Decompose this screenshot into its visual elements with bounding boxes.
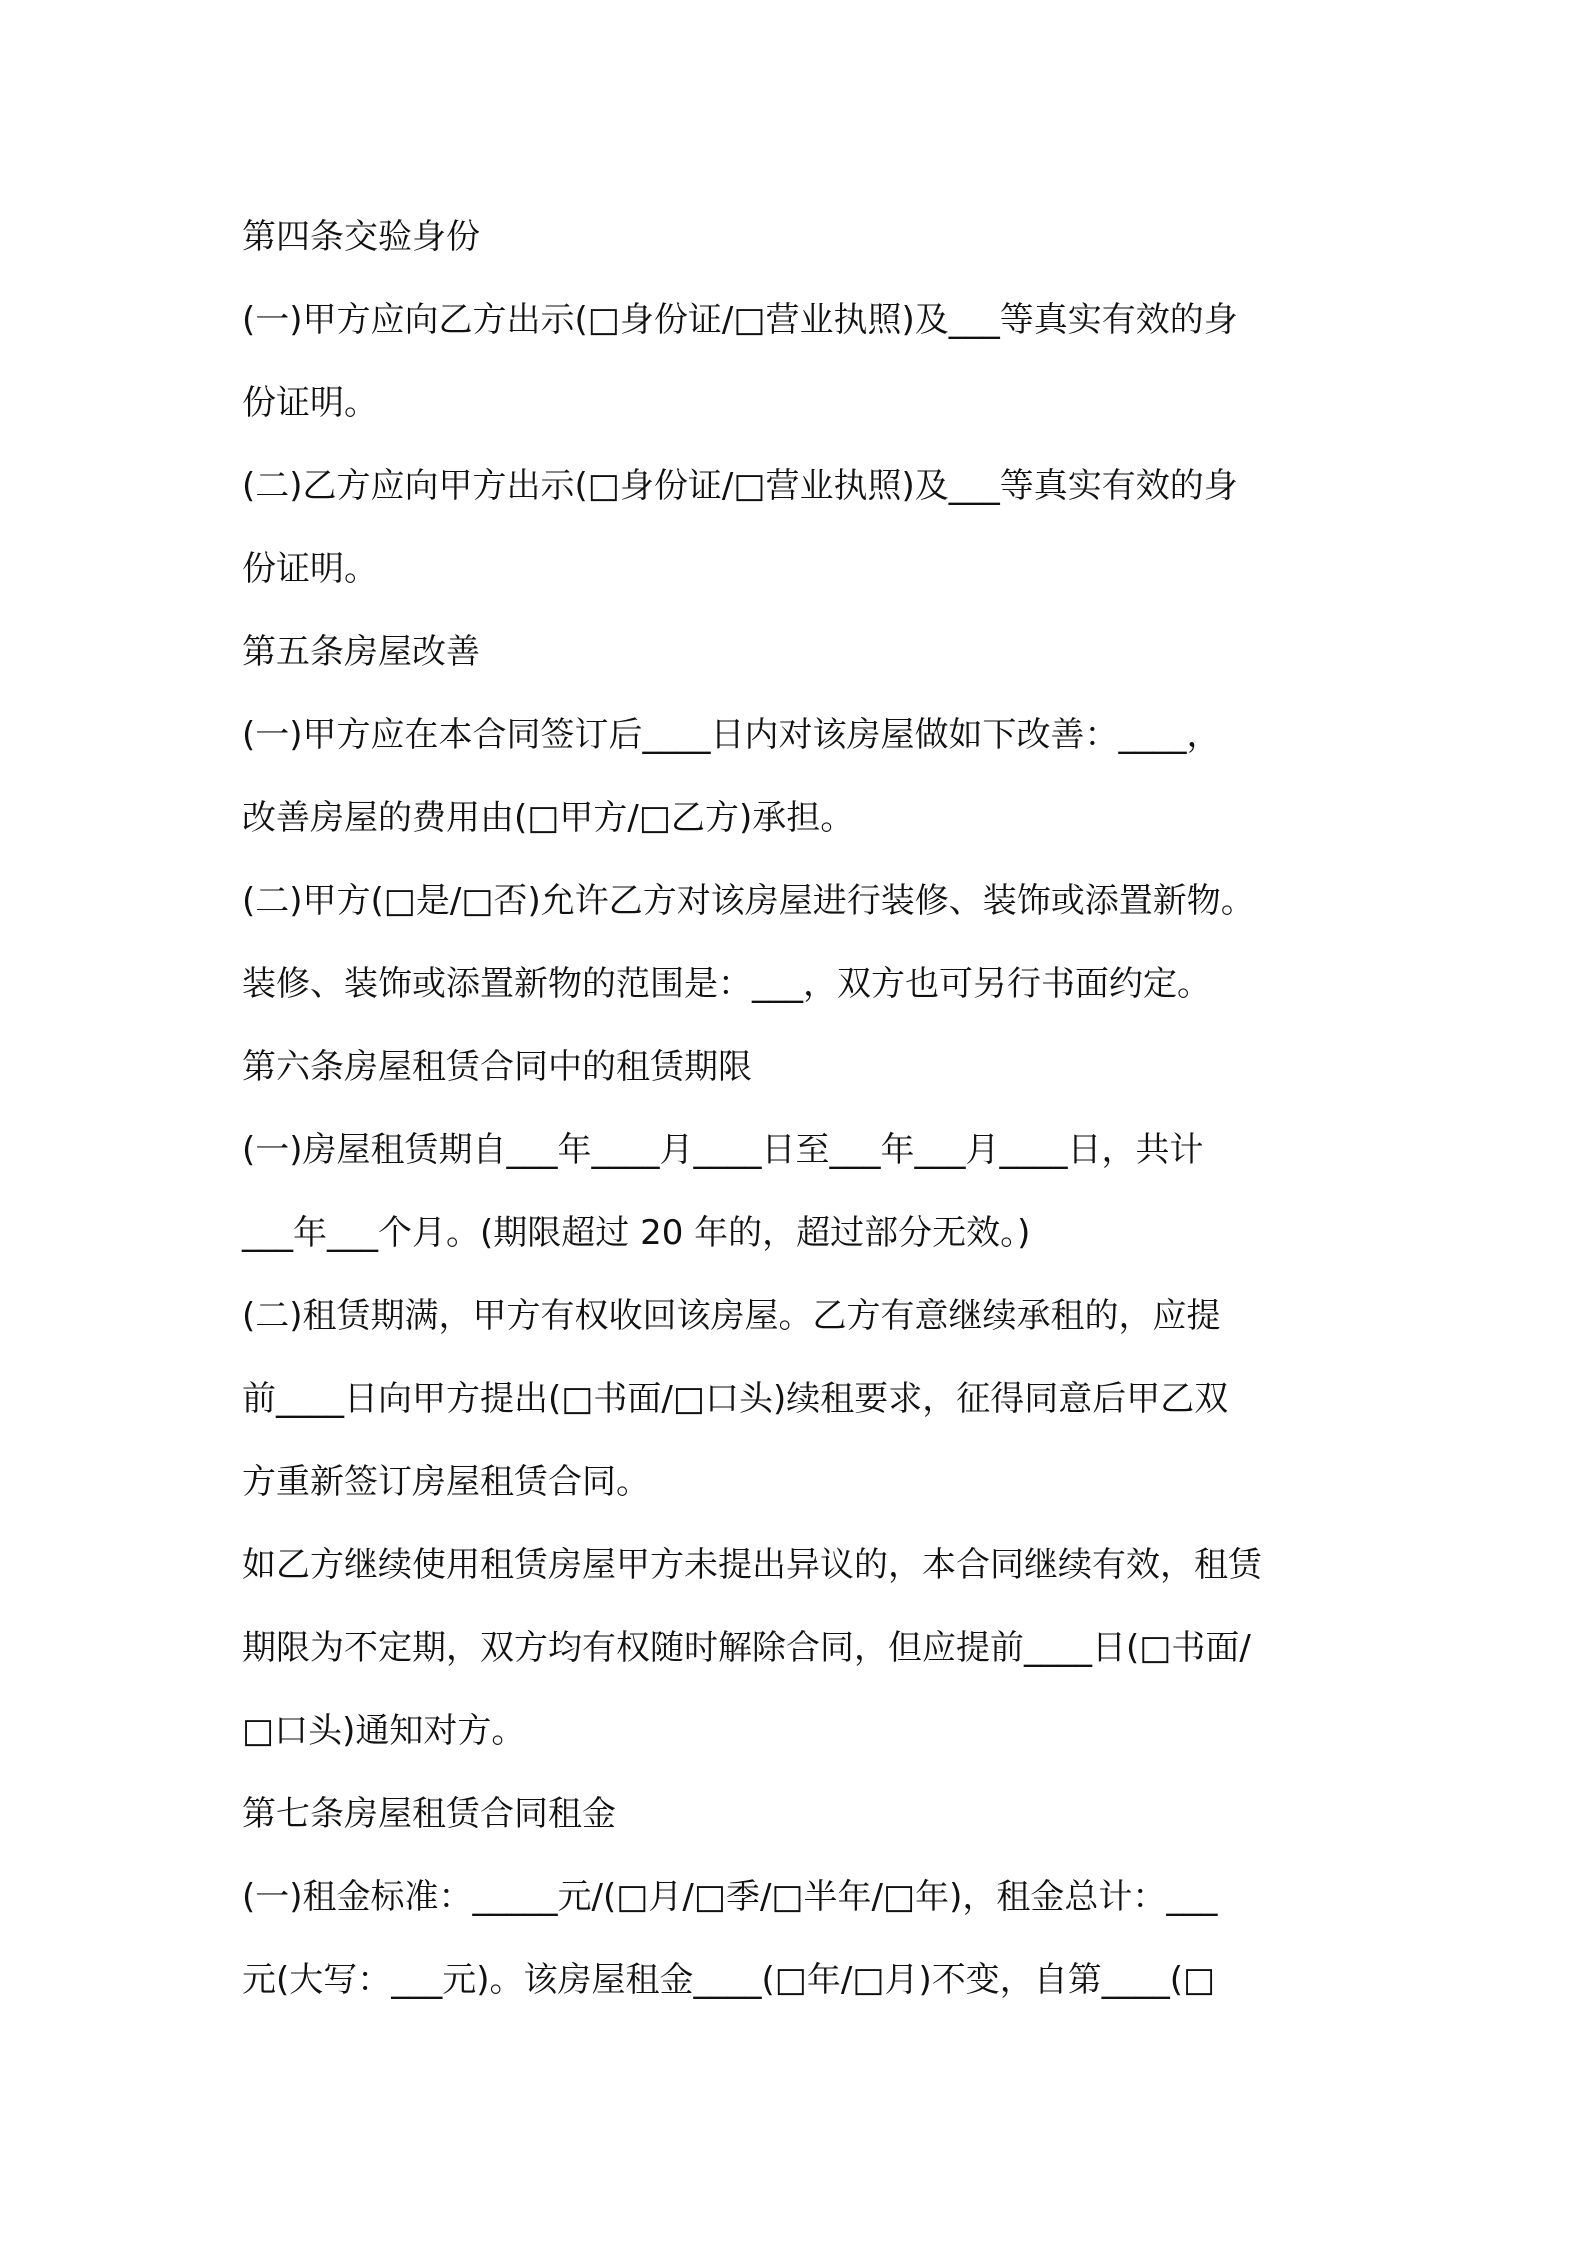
paragraph-line: ___年___个月。(期限超过 20 年的，超过部分无效。) [242, 1213, 1031, 1253]
document-body [242, 196, 1362, 2022]
section-heading-4: 第四条交验身份 [242, 217, 480, 257]
paragraph-line: 方重新签订房屋租赁合同。 [242, 1462, 650, 1502]
paragraph-line: 装修、装饰或添置新物的范围是：___，双方也可另行书面约定。 [242, 964, 1211, 1004]
paragraph-line: (一)房屋租赁期自___年____月____日至___年___月____日，共计 [242, 1130, 1204, 1170]
paragraph-line: (一)甲方应向乙方出示(□身份证/□营业执照)及___等真实有效的身 [242, 300, 1238, 340]
section-heading-7: 第七条房屋租赁合同租金 [242, 1794, 616, 1834]
paragraph-line: (二)租赁期满，甲方有权收回该房屋。乙方有意继续承租的，应提 [242, 1296, 1221, 1336]
paragraph-line: 元(大写：___元)。该房屋租金____(□年/□月)不变，自第____(□ [242, 1960, 1216, 2000]
section-heading-6: 第六条房屋租赁合同中的租赁期限 [242, 1047, 752, 1087]
paragraph-line: 份证明。 [242, 383, 378, 423]
paragraph-line: 份证明。 [242, 549, 378, 589]
paragraph-line: (二)乙方应向甲方出示(□身份证/□营业执照)及___等真实有效的身 [242, 466, 1238, 506]
paragraph-line: 改善房屋的费用由(□甲方/□乙方)承担。 [242, 798, 855, 838]
paragraph-line: 前____日向甲方提出(□书面/□口头)续租要求，征得同意后甲乙双 [242, 1379, 1229, 1419]
section-heading-5: 第五条房屋改善 [242, 632, 480, 672]
paragraph-line: (二)甲方(□是/□否)允许乙方对该房屋进行装修、装饰或添置新物。 [242, 881, 1255, 921]
paragraph-line: 期限为不定期，双方均有权随时解除合同，但应提前____日(□书面/ [242, 1628, 1251, 1668]
paragraph-line: (一)甲方应在本合同签订后____日内对该房屋做如下改善：____， [242, 715, 1221, 755]
paragraph-line: 如乙方继续使用租赁房屋甲方未提出异议的，本合同继续有效，租赁 [242, 1545, 1262, 1585]
paragraph-line: (一)租金标准：_____元/(□月/□季/□半年/□年)，租金总计：___ [242, 1877, 1218, 1917]
paragraph-line: □口头)通知对方。 [242, 1711, 526, 1751]
